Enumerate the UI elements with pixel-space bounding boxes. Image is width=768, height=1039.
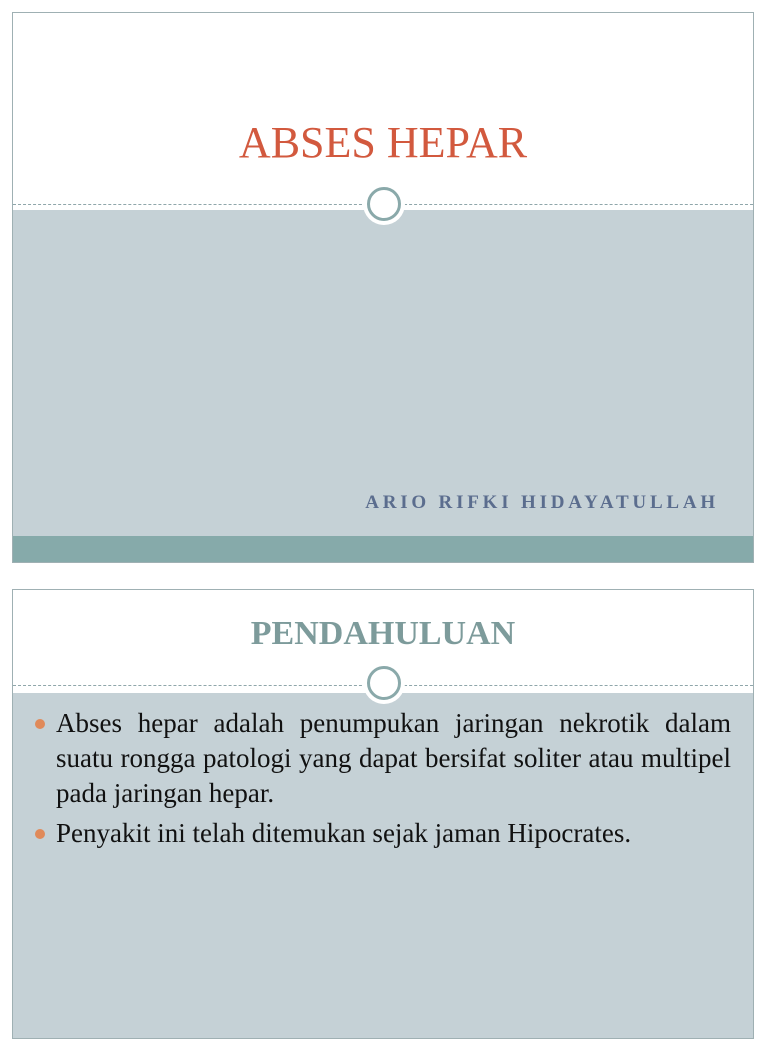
bullet-list [33, 706, 731, 856]
author-name: ARIO RIFKI HIDAYATULLAH [365, 492, 719, 513]
slide-introduction [12, 589, 754, 1039]
list-item [33, 706, 731, 811]
round-bullet-icon [35, 829, 45, 839]
section-title: PENDAHULUAN [250, 615, 516, 652]
bullet-text: Penyakit ini telah ditemukan sejak jaman Hipocrates. [56, 818, 632, 848]
slide-title-text: ABSES HEPAR [238, 118, 528, 167]
ring-ornament-icon [367, 666, 401, 700]
round-bullet-icon [35, 719, 45, 729]
list-item [33, 816, 731, 851]
content-area [13, 210, 753, 536]
title-area [13, 13, 753, 210]
footer-band [13, 536, 753, 563]
bullet-text: Abses hepar adalah penumpukan jaringan nekrotik dalam suatu rongga patologi yang dapat bersifat soliter atau multipel pada jaringan hepar. [56, 708, 731, 808]
ring-ornament-icon [367, 187, 401, 221]
slide-title [12, 12, 754, 563]
